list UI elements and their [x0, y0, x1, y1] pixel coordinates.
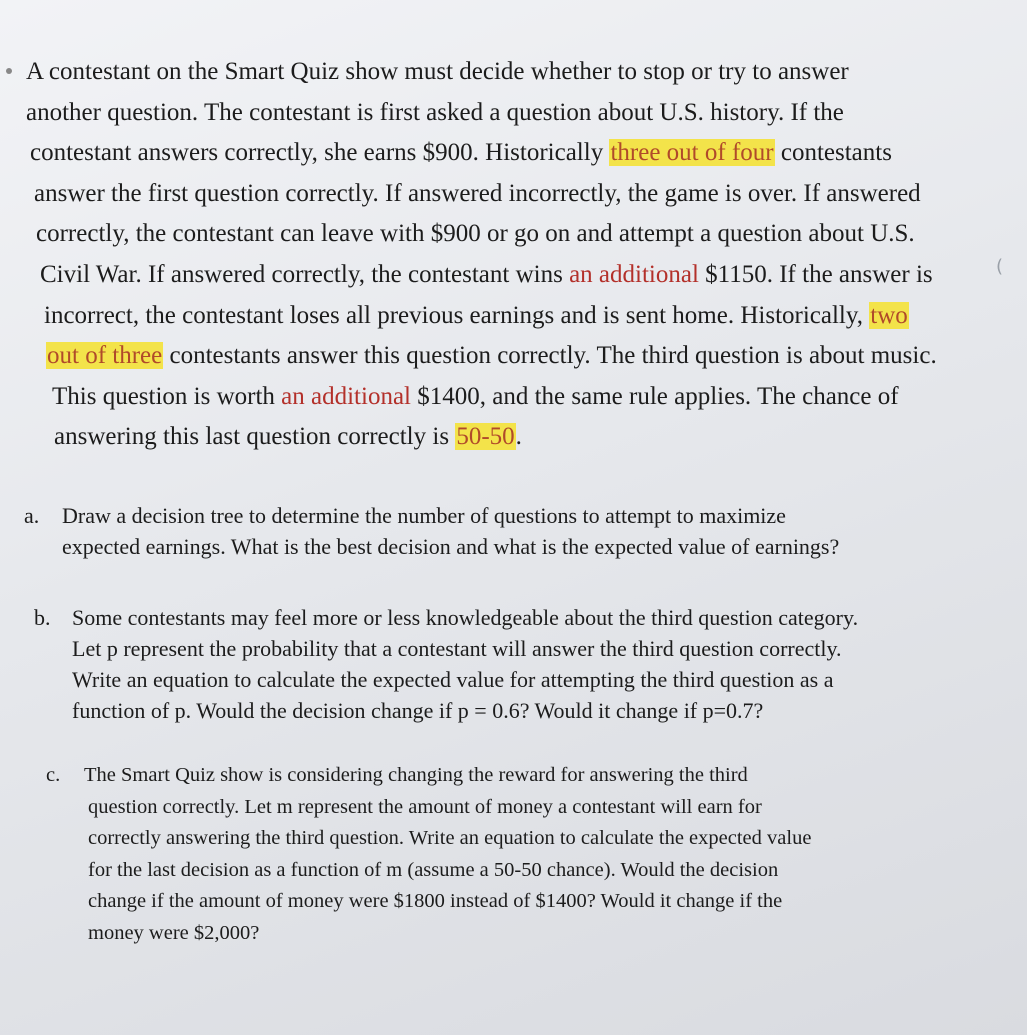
question-a-line-2: expected earnings. What is the best decision and what is the expected value of earnings? — [62, 534, 840, 559]
question-a-line-1: Draw a decision tree to determine the number of questions to attempt to maximize — [62, 503, 786, 528]
problem-text: Civil War. If answered correctly, the contestant wins — [40, 260, 570, 288]
problem-statement — [26, 52, 1006, 458]
problem-line — [26, 377, 1006, 418]
question-b-line-1: Some contestants may feel more or less knowledgeable about the third question category. — [72, 605, 859, 630]
question-c — [46, 760, 946, 949]
bullet-dot — [6, 68, 12, 74]
question-c-line-3: correctly answering the third question. Write an equation to calculate the expected value — [88, 827, 812, 849]
problem-text: correctly, the contestant can leave with $900 or go on and attempt a question about U.S. — [36, 220, 915, 248]
problem-text: contestants — [774, 139, 892, 167]
question-c-line-2: question correctly. Let m represent the amount of money a contestant will earn for — [88, 795, 762, 818]
red-emphasis-text: an additional — [281, 382, 411, 410]
question-c-line-4: for the last decision as a function of m (assume a 50-50 chance). Would the decision — [88, 858, 779, 881]
problem-text: contestant answers correctly, she earns $900. Historically — [30, 139, 610, 167]
question-b-line-2: Let p represent the probability that a contestant will answer the third question correctly. — [72, 636, 842, 661]
problem-line — [26, 296, 1006, 337]
problem-text: . — [515, 423, 522, 451]
question-c-line-6: money were $2,000? — [88, 921, 260, 944]
problem-line — [26, 52, 1006, 93]
question-c-line-1: The Smart Quiz show is considering changing the reward for answering the third — [84, 764, 748, 786]
problem-text: $1400, and the same rule applies. The chance of — [411, 382, 899, 410]
highlighted-text: out of three — [47, 342, 163, 370]
question-a — [24, 500, 984, 562]
problem-text: This question is worth — [52, 382, 282, 410]
problem-text: A contestant on the Smart Quiz show must decide whether to stop or try to answer — [26, 58, 849, 85]
question-b-line-3: Write an equation to calculate the expected value for attempting the third question as a — [72, 667, 834, 692]
problem-line — [26, 417, 1006, 458]
question-b — [34, 602, 994, 726]
problem-line — [26, 174, 1006, 215]
highlighted-text: three out of four — [610, 139, 774, 167]
question-c-line-5: change if the amount of money were $1800 instead of $1400? Would it change if the — [88, 890, 783, 912]
highlighted-text: 50-50 — [456, 423, 515, 451]
problem-text: answer the first question correctly. If answered incorrectly, the game is over. If answered — [34, 179, 921, 207]
problem-line — [26, 336, 1006, 377]
problem-text: contestants answer this question correctly. The third question is about music. — [163, 342, 937, 370]
margin-mark: ( — [996, 256, 1004, 277]
problem-text: incorrect, the contestant loses all previous earnings and is sent home. Historically, — [44, 301, 870, 329]
question-c-label: c. — [46, 764, 61, 786]
question-b-label: b. — [34, 605, 51, 630]
problem-line — [26, 93, 1006, 134]
question-a-label: a. — [24, 503, 40, 528]
problem-line — [26, 133, 1006, 174]
problem-line — [26, 214, 1006, 255]
problem-text: $1150. If the answer is — [698, 260, 933, 288]
problem-text: answering this last question correctly is — [54, 423, 456, 451]
problem-text: another question. The contestant is first asked a question about U.S. history. If the — [26, 98, 844, 126]
red-emphasis-text: an additional — [569, 260, 699, 288]
problem-line — [26, 255, 1006, 296]
highlighted-text: two — [870, 301, 908, 329]
question-b-line-4: function of p. Would the decision change if p = 0.6? Would it change if p=0.7? — [72, 698, 764, 723]
